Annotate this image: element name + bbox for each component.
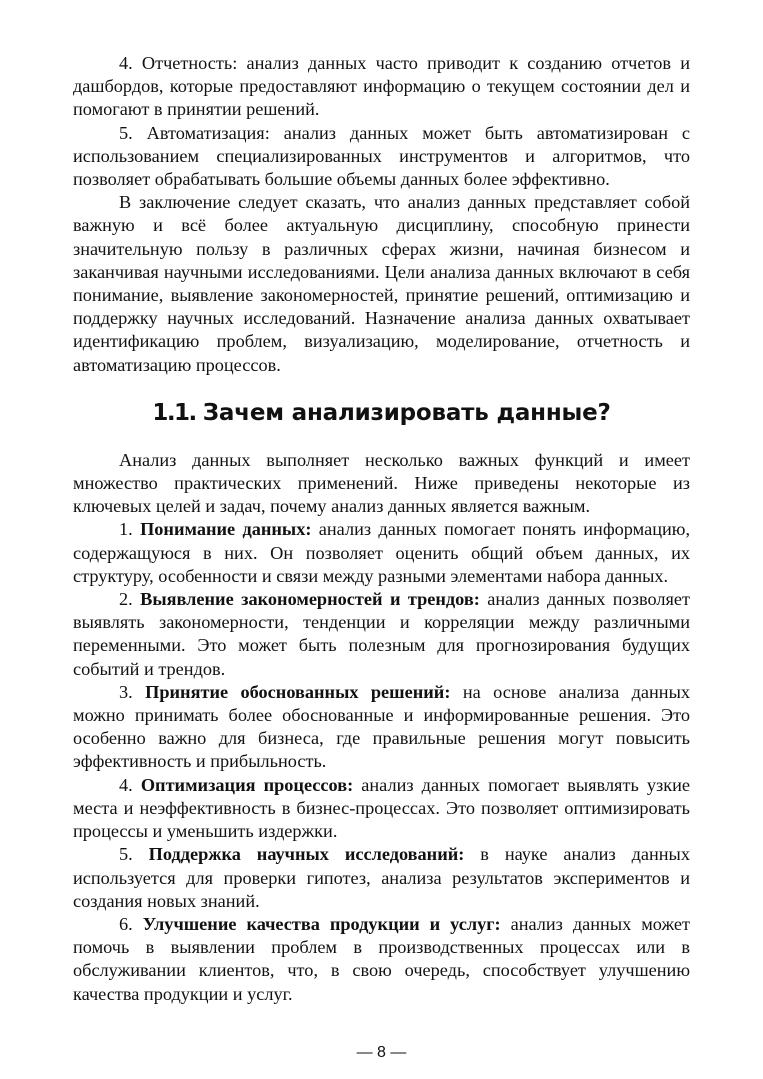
- list-item-patterns: [73, 588, 690, 681]
- item-term: Оптимизация процессов:: [140, 774, 354, 795]
- item-number: 6.: [119, 913, 133, 934]
- item-number: 5.: [119, 844, 133, 865]
- item-term: Выявление закономерностей и трендов:: [140, 589, 480, 610]
- item-number: 1.: [119, 519, 133, 540]
- section-heading: [73, 399, 690, 427]
- section-number: 1.1.: [152, 399, 196, 426]
- list-item-decisions: [73, 681, 690, 774]
- item-term: Поддержка научных исследований:: [148, 844, 465, 865]
- paragraph-conclusion: В заключение следует сказать, что анализ данных представляет собой важную и всё более актуальную дисциплину, способную принести значительную пользу в различных сферах жизни, начиная бизнесом и заканчивая научными исследованиями. Цели анализа данных включают в себя понимание, выявление закономерностей, принятие решений, оптимизацию и поддержку научных исследований. Назначение анализа данных охватывает идентификацию проблем, визуализацию, моделирование, отчетность и автоматизацию процессов.: [73, 192, 690, 375]
- list-item-optimization: [73, 774, 690, 844]
- list-item-quality: [73, 913, 690, 1006]
- item-text: анализ данных позволяет выявлять закономерности, тенденции и корреляции между различными переменными. Это может быть полезным для прогнозирования будущих событий и трендов.: [73, 589, 690, 679]
- item-number: 3.: [119, 681, 133, 702]
- item-text: анализ данных помогает выявлять узкие места и неэффективность в бизнес-процессах. Это позволяет оптимизировать процессы и уменьшить издержки.: [73, 774, 691, 842]
- paragraph-automation: 5. Автоматизация: анализ данных может быть автоматизирован с использованием специализированных инструментов и алгоритмов, что позволяет обрабатывать большие объемы данных более эффективно.: [73, 122, 690, 190]
- list-item-understanding: [73, 518, 690, 588]
- item-term: Принятие обоснованных решений:: [145, 681, 451, 702]
- item-text: на основе анализа данных можно принимать более обоснованные и информированные решения. Это особенно важно для бизнеса, где правильные решения могут повысить эффективность и прибыльность.: [73, 681, 691, 772]
- page-content: [73, 52, 690, 1006]
- section-title: Зачем анализировать данные?: [202, 399, 611, 426]
- item-text: анализ данных может помочь в выявлении проблем в производственных процессах или в обслуживании клиентов, что, в свою очередь, способствует улучшению качества продукции и услуг.: [73, 913, 690, 1004]
- item-text: анализ данных помогает понять информацию, содержащуюся в них. Он позволяет оценить общий объем данных, их структуру, особенности и связи между разными элементами набора данных.: [73, 519, 691, 586]
- paragraph-reporting: 4. Отчетность: анализ данных часто приводит к созданию отчетов и дашбордов, которые предоставляют информацию о текущем состоянии дел и помогают в принятии решений.: [73, 53, 690, 120]
- item-term: Улучшение качества продукции и услуг:: [142, 913, 501, 934]
- list-item-research: [73, 843, 690, 913]
- section-intro-paragraph: Анализ данных выполняет несколько важных функций и имеет множество практических применений. Ниже приведены некоторые из ключевых целей и задач, почему анализ данных является важным.: [73, 449, 690, 517]
- item-number: 2.: [119, 589, 133, 610]
- item-term: Понимание данных:: [140, 519, 312, 540]
- page-number: — 8 —: [356, 1044, 407, 1061]
- item-number: 4.: [119, 774, 133, 795]
- item-text: в науке анализ данных используется для проверки гипотез, анализа результатов экспериментов и создания новых знаний.: [73, 844, 690, 911]
